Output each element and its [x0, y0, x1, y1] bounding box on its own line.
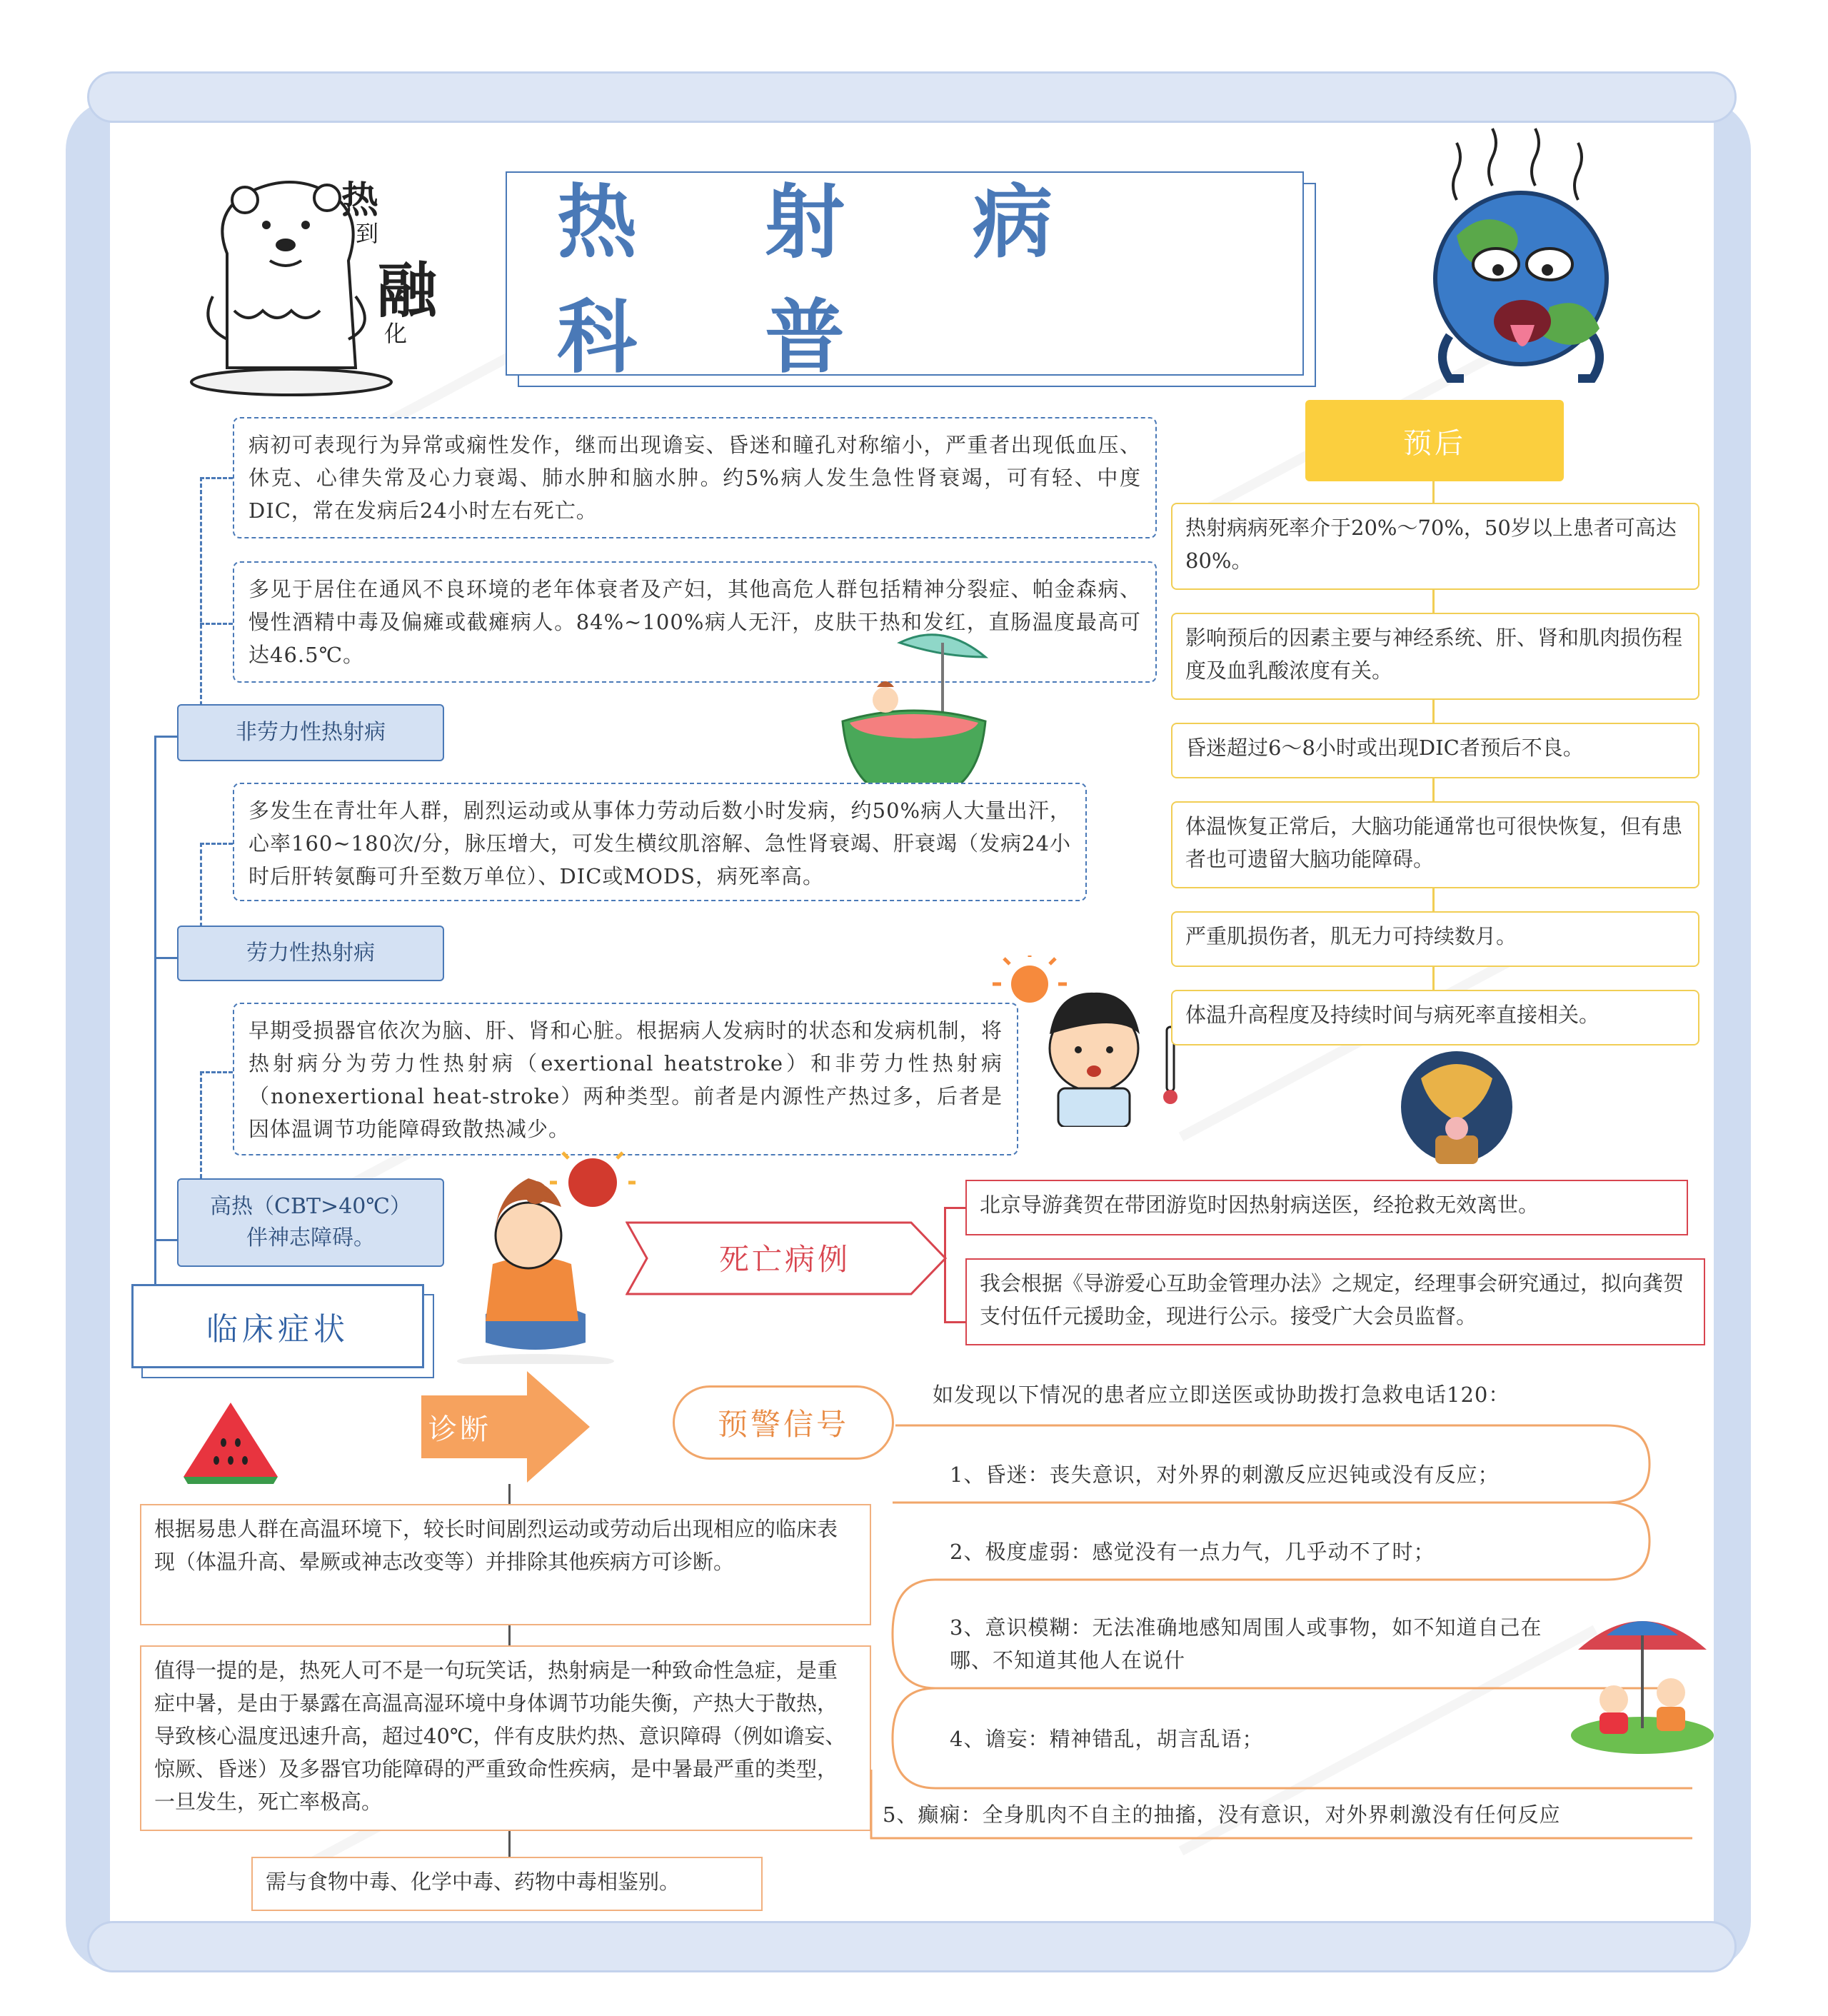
main-label-clinical: 临床症状	[131, 1284, 424, 1368]
label-exertional-heatstroke: 劳力性热射病	[177, 926, 444, 981]
clinical-spine	[154, 736, 156, 1300]
warning-item-5: 5、癫痫：全身肌肉不自主的抽搐，没有意识，对外界刺激没有任何反应	[883, 1802, 1561, 1827]
sweating-earth-illustration	[1414, 121, 1642, 393]
dashed-spine	[200, 843, 202, 927]
clinical-box-exertional: 多发生在青壮年人群，剧烈运动或从事体力劳动后数小时发病，约50%病人大量出汗，心率160~180次/分，脉压增大，可发生横纹肌溶解、急性肾衰竭、肝衰竭（发病24小时后肝转氨酶可升至数万单位）、DIC或MODS，病死率高。	[233, 783, 1087, 901]
warning-item-4: 4、谵妄：精神错乱，胡言乱语；	[950, 1727, 1264, 1751]
clinical-box-classification: 早期受损器官依次为脑、肝、肾和心脏。根据病人发病时的状态和发病机制，将热射病分为劳力性热射病（exertional heatstroke）和非劳力性热射病（nonexertional heat-stroke）两种类型。前者是内源性产热过多，后者是因体温调节功能障碍致散热减少。	[233, 1003, 1018, 1155]
prognosis-item-3: 昏迷超过6～8小时或出现DIC者预后不良。	[1171, 723, 1699, 778]
clinical-box-nonexertional-course: 病初可表现行为异常或痫性发作，继而出现谵妄、昏迷和瞳孔对称缩小，严重者出现低血压、休克、心律失常及心力衰竭、肺水肿和脑水肿。约5%病人发生急性肾衰竭，可有轻、中度DIC，常在发病后24小时左右死亡。	[233, 417, 1157, 538]
connector	[154, 957, 179, 959]
bear-caption-hua: 化	[384, 320, 408, 347]
dashed-spine	[200, 477, 202, 706]
watermelon-pool-illustration	[835, 628, 993, 800]
page-title: 热 射 病 科 普	[557, 176, 1103, 384]
label-nonexertional-heatstroke: 非劳力性热射病	[177, 704, 444, 761]
prognosis-item-1: 热射病病死率介于20%～70%，50岁以上患者可高达80%。	[1171, 503, 1699, 590]
prognosis-item-6: 体温升高程度及持续时间与病死率直接相关。	[1171, 990, 1699, 1045]
diagnosis-box-explanation: 值得一提的是，热死人可不是一句玩笑话，热射病是一种致命性急症，是重症中暑，是由于暴露在高温高湿环境中身体调节功能失衡，产热大于散热，导致核心温度迅速升高，超过40℃，伴有皮肤灼热、意识障碍（例如谵妄、惊厥、昏迷）及多器官功能障碍的严重致命性疾病，是中暑最严重的类型，一旦发生，死亡率极高。	[140, 1645, 871, 1831]
label-high-fever: 高热（CBT>40℃）伴神志障碍。	[177, 1178, 444, 1267]
bear-caption-hot: 热	[341, 179, 379, 222]
prognosis-item-5: 严重肌损伤者，肌无力可持续数月。	[1171, 911, 1699, 967]
warning-item-2: 2、极度虚弱：感觉没有一点力气，几乎动不了时；	[950, 1540, 1435, 1564]
diagnosis-box-differential: 需与食物中毒、化学中毒、药物中毒相鉴别。	[251, 1857, 763, 1911]
clinical-box-nonexertional-population: 多见于居住在通风不良环境的老年体衰者及产妇，其他高危人群包括精神分裂症、帕金森病、慢性酒精中毒及偏瘫或截瘫病人。84%~100%病人无汗，皮肤干热和发红，直肠温度最高可达46.5℃。	[233, 561, 1157, 683]
warning-item-1: 1、昏迷：丧失意识，对外界的刺激反应迟钝或没有反应；	[950, 1463, 1500, 1487]
dashed-spine	[200, 1071, 202, 1178]
diagnosis-box-criteria: 根据易患人群在高温环境下，较长时间剧烈运动或劳动后出现相应的临床表现（体温升高、晕厥或神志改变等）并排除其他疾病方可诊断。	[140, 1504, 871, 1625]
title-box	[506, 171, 1304, 384]
warning-item-3: 3、意识模糊：无法准确地感知周围人或事物，如不知道自己在哪、不知道其他人在说什	[950, 1615, 1542, 1673]
warning-intro: 如发现以下情况的患者应立即送医或协助拨打急救电话120：	[933, 1383, 1510, 1407]
connector	[154, 736, 179, 738]
prognosis-item-2: 影响预后的因素主要与神经系统、肝、肾和肌肉损伤程度及血乳酸浓度有关。	[1171, 613, 1699, 700]
diagnosis-label: 诊断	[428, 1413, 491, 1446]
death-case-2: 我会根据《导游爱心互助金管理办法》之规定，经理事会研究通过，拟向龚贺支付伍仟元援助金，现进行公示。接受广大会员监督。	[965, 1258, 1705, 1345]
death-case-1: 北京导游龚贺在带团游览时因热射病送医，经抢救无效离世。	[965, 1180, 1688, 1235]
prognosis-head: 预后	[1305, 400, 1564, 481]
death-cases-label: 死亡病例	[718, 1242, 850, 1277]
connector	[154, 1239, 179, 1241]
kids-umbrella-illustration	[1564, 1607, 1714, 1757]
frame-bottom-bar	[87, 1921, 1737, 1972]
hot-girl-illustration	[443, 1150, 636, 1364]
bear-caption-to: 到	[356, 220, 379, 247]
hot-boy-illustration	[980, 956, 1201, 1127]
bear-caption-melt: 融	[377, 255, 438, 326]
frame-top-bar	[87, 71, 1737, 123]
warning-signs-label: 预警信号	[673, 1385, 894, 1460]
watermelon-slice-icon	[181, 1400, 281, 1485]
prognosis-item-4: 体温恢复正常后，大脑功能通常也可很快恢复，但有患者也可遗留大脑功能障碍。	[1171, 801, 1699, 888]
balloon-illustration	[1392, 1050, 1521, 1178]
